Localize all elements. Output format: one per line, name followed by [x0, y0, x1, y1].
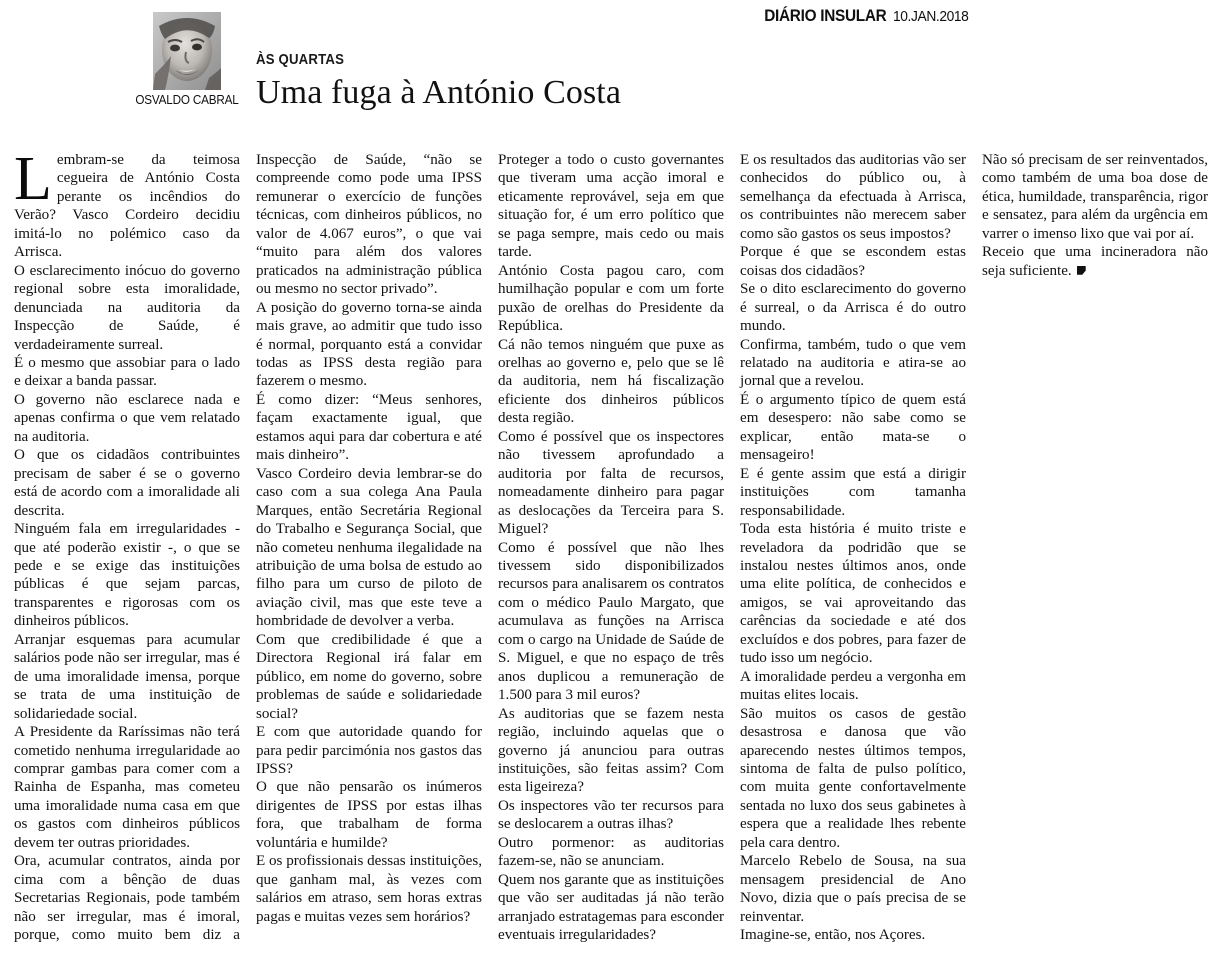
article-paragraph: Não só precisam de ser reinventados, como também de uma boa dose de ética, humildade, transparência, rigor e sensatez, para além da urgência em varrer o imenso lixo que vai por aí. [982, 152, 1208, 242]
publication-title: DIÁRIO INSULAR [764, 7, 887, 25]
article-paragraph: Com que credibilidade é que a Directora Regional irá falar em público, em nome do governo, sobre problemas de saúde e solidariedade social? [256, 631, 482, 722]
article-paragraph: Quem nos garante que as instituições que vão ser auditadas já não terão arranjado estratagemas para esconder eventuais irregularidades? [498, 871, 724, 944]
article-paragraph: Vasco Cordeiro devia lembrar-se do caso com a sua colega Ana Paula Marques, então Secretária Regional do Trabalho e Segurança Social, que não cometeu nenhuma ilegalidade na atribuição de uma bolsa de estudo ao filho para um curso de piloto de aviação civil, mas que este teve a hombridade de devolver a verba. [256, 465, 482, 630]
article-paragraph: O governo não esclarece nada e apenas confirma o que vem relatado na auditoria. [14, 391, 240, 445]
article-paragraph: Outro pormenor: as auditorias fazem-se, não se anunciam. [498, 834, 724, 870]
article-paragraph: Lembram-se da teimosa cegueira de António Costa perante os incêndios do Verão? Vasco Cordeiro decidiu imitá-lo no polémico caso da Arrisca. [14, 145, 240, 261]
article-paragraph: Confirma, também, tudo o que vem relatado na auditoria e atira-se ao jornal que a revelou. [740, 336, 966, 390]
headline-block [256, 52, 856, 133]
article-paragraph: O esclarecimento inócuo do governo regional sobre esta imoralidade, denunciada na auditoria da Inspecção de Saúde, é verdadeiramente surreal. [14, 262, 240, 353]
article-paragraph: Se o dito esclarecimento do governo é surreal, o da Arrisca é do outro mundo. [740, 281, 966, 335]
article-paragraph: É o mesmo que assobiar para o lado e deixar a banda passar. [14, 354, 240, 390]
article-paragraph: O que não pensarão os inúmeros dirigentes de IPSS por estas ilhas fora, que trabalham de forma voluntária e humilde? [256, 779, 482, 851]
article-paragraph: As auditorias que se fazem nesta região, incluindo aquelas que o governo já anunciou para outras instituições, são feitas assim? Com esta ligeireza? [498, 705, 724, 796]
article-paragraph: E os resultados das auditorias vão ser conhecidos do público ou, à semelhança da efectuada à Arrisca, os contribuintes não merecem saber como são gastos os seus impostos? [740, 152, 966, 242]
article-paragraph: É como dizer: “Meus senhores, façam exactamente igual, que estamos aqui para dar cobertura e até mais dinheiro”. [256, 391, 482, 464]
article-paragraph: Os inspectores vão ter recursos para se deslocarem a outras ilhas? [498, 797, 724, 833]
author-name: OSVALDO CABRAL [135, 92, 239, 107]
article-paragraph: A posição do governo torna-se ainda mais grave, ao admitir que tudo isso é normal, porquanto está a convidar todas as IPSS desta região para fazerem o mesmo. [256, 299, 482, 390]
article-paragraph: Imagine-se, então, nos Açores. [740, 927, 926, 944]
article-paragraph: A imoralidade perdeu a vergonha em muitas elites locais. [740, 668, 966, 704]
article-paragraph: E é gente assim que está a dirigir instituições com tamanha responsabilidade. [740, 465, 966, 519]
article-paragraph: Como é possível que os inspectores não tivessem aprofundado a auditoria por falta de recursos, nomeadamente dinheiro para pagar as deslocações da Terceira para S. Miguel? [498, 428, 724, 538]
article-paragraph: Cá não temos ninguém que puxe as orelhas ao governo e, pelo que se lê da auditoria, nem há fiscalização eficiente dos dinheiros públicos desta região. [498, 336, 724, 427]
article-paragraph: O que os cidadãos contribuintes precisam de saber é se o governo está de acordo com a imoralidade ali descrita. [14, 447, 240, 519]
article-paragraph: E os profissionais dessas instituições, que ganham mal, às vezes com salários em atraso, sem horas extras pagas e muitas vezes sem horários? [256, 853, 482, 925]
masthead [755, 7, 972, 26]
column-kicker: ÀS QUARTAS [256, 51, 345, 68]
byline [124, 12, 250, 107]
article-body [14, 145, 1208, 951]
article-paragraph: E com que autoridade quando for para pedir parcimónia nos gastos das IPSS? [256, 724, 482, 777]
article-paragraph: Receio que uma incineradora não seja suficiente. [982, 244, 1208, 279]
article-paragraph: É o argumento típico de quem está em desespero: não sabe como se explicar, então mata-se o mensageiro! [740, 391, 966, 464]
article-paragraph: Proteger a todo o custo governantes que tiveram uma acção imoral e eticamente reprovável, seja em que situação for, é um erro político que se paga sempre, mais cedo ou mais tarde. [498, 152, 724, 261]
drop-cap: L [14, 145, 52, 213]
end-of-article-icon [1077, 266, 1086, 275]
article-paragraph: Como é possível que não lhes tivessem sido disponibilizados recursos para analisarem os contratos com o médico Paulo Margato, que acumulava as funções na Arrisca com o cargo na Unidade de Saúde de S. Miguel, e que no espaço de três anos duplicou a remuneração de 1.500 para 3 mil euros? [498, 539, 724, 704]
article-headline: Uma fuga à António Costa [256, 73, 622, 111]
article-paragraph: Arranjar esquemas para acumular salários pode não ser irregular, mas é de uma imoralidade imensa, porque se trata de uma instituição de solidariedade social. [14, 631, 240, 722]
article-paragraph: Ora, acumular contratos, ainda por cima com a bênção de duas Secretarias Regionais, pode também não ser irregular, mas é imoral, porque, como muito bem diz a Inspecção de Saúde, “não se compreende como pode uma IPSS remunerar o exercício de funções técnicas, com dinheiros públicos, no valor de 4.067 euros”, o que vai “muito para além dos valores praticados na administração pública ou mesmo no sector privado”. [14, 152, 482, 944]
article-paragraph: São muitos os casos de gestão desastrosa e danosa que vão aparecendo nestes últimos tempos, sintoma de falta de pulso político, com muita gente confortavelmente sentada no luxo dos seus gabinetes à espera que a realidade lhes rebente pela cara dentro. [740, 705, 966, 851]
article-paragraph: Marcelo Rebelo de Sousa, na sua mensagem presidencial de Ano Novo, dizia que o país precisa de se reinventar. [740, 853, 966, 925]
article-paragraph: Porque é que se escondem estas coisas dos cidadãos? [740, 244, 966, 279]
article-paragraph: Toda esta história é muito triste e reveladora da podridão que se instalou nestes últimos anos, onde uma elite política, de conhecidos e amigos, se vai aproveitando das carências da sociedade e até dos excluídos e dos pobres, para fazer de tudo isso um negócio. [740, 521, 966, 667]
article-paragraph: A Presidente da Raríssimas não terá cometido nenhuma irregularidade ao comprar gambas para comer com a Rainha de Espanha, mas cometeu uma imoralidade numa casa em que os gastos com dinheiros públicos devem ter outras prioridades. [14, 724, 240, 851]
publication-date: 10.JAN.2018 [892, 9, 969, 25]
article-paragraph: Ninguém fala em irregularidades - que até poderão existir -, o que se pede e se exige das instituições públicas é que sejam parcas, transparentes e rigorosas com os dinheiros públicos. [14, 521, 240, 630]
article-paragraph: António Costa pagou caro, com humilhação popular e com um forte puxão de orelhas do Presidente da República. [498, 262, 724, 335]
author-portrait-photo [153, 12, 221, 90]
